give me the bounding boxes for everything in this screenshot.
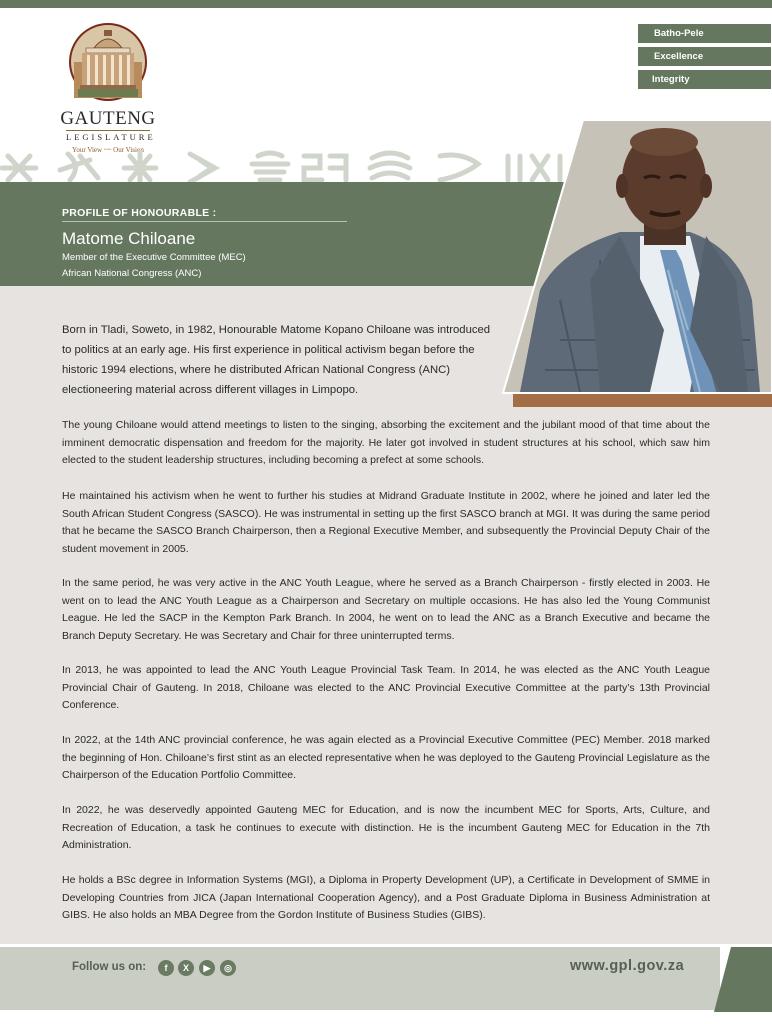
footer-band xyxy=(0,947,720,1010)
profile-divider xyxy=(62,221,347,222)
instagram-icon[interactable]: ◎ xyxy=(220,960,236,976)
paragraph-3: In the same period, he was very active in the ANC Youth League, where he served as a Branch Chairperson - firstly elected in 2003. He went on to lead the ANC Youth League as a Chairperson and Secretary on multiple occasions. He has also led the Young Communist League. He led the SACP in the Kempton Park Branch. In 2004, he went on to lead the ANC as a Branch Executive and became the Branch Deputy Secretary. He was Secretary and Chair for three uninterrupted terms. xyxy=(62,577,710,642)
profile-role: Member of the Executive Committee (MEC) xyxy=(62,252,246,263)
paragraph-6: In 2022, he was deservedly appointed Gauteng MEC for Education, and is now the incumbent MEC for Sports, Arts, Culture, and Recreation of Education, a task he continues to execute with distinction. He is the incumbent Gauteng MEC for Education in the 7th Administration. xyxy=(62,804,710,851)
gauteng-legislature-logo xyxy=(58,22,158,154)
facebook-icon[interactable]: f xyxy=(158,960,174,976)
website-link[interactable]: www.gpl.gov.za xyxy=(570,958,685,974)
logo-subtitle: LEGISLATURE xyxy=(66,132,156,142)
intro-paragraph: Born in Tladi, Soweto, in 1982, Honourable Matome Kopano Chiloane was introduced to politics at an early age. His first experience in political activism began before the historic 1994 elections, where he distributed African National Congress (ANC) electioneering material across different villages in Limpopo. xyxy=(62,324,491,396)
x-icon[interactable]: X xyxy=(178,960,194,976)
paragraph-2: He maintained his activism when he went to further his studies at Midrand Graduate Institute in 2002, where he joined and later led the South African Student Congress (SASCO). He was instrumental in setting up the first SASCO branch at MGI. It was during the same period that he became the SASCO Branch Chairperson, then a Regional Executive Member, and subsequently the Provincial Deputy Chair of the student movement in 2005. xyxy=(62,490,710,555)
value-batho-pele: Batho-Pele xyxy=(638,24,771,43)
legislature-building-icon xyxy=(68,22,148,102)
value-excellence: Excellence xyxy=(638,47,771,66)
paragraph-4: In 2013, he was appointed to lead the ANC Youth League Provincial Task Team. In 2014, he was elected as the ANC Youth League Provincial Chair of Gauteng. In 2018, Chiloane was elected to the ANC Provincial Executive Committee at the party’s 13th Provincial Conference. xyxy=(62,664,710,711)
paragraph-1: The young Chiloane would attend meetings to listen to the singing, absorbing the excitement and the jubilant mood of that time about the imminent democratic dispensation and freedom for the majority. He later got involved in student structures at his school, which saw him elected to the student leadership structures, including becoming a prefect at some schools. xyxy=(62,419,710,466)
value-integrity: Integrity xyxy=(638,70,771,89)
logo-tagline: Your View ~~ Our Vision xyxy=(72,146,144,154)
paragraph-5: In 2022, at the 14th ANC provincial conference, he was again elected as a Provincial Executive Committee (PEC) Member. 2018 marked the beginning of Hon. Chiloane’s first stint as an elected representative when he was deployed to the Gauteng Provincial Legislature as the Chairperson of the Education Portfolio Committee. xyxy=(62,734,710,781)
logo-name: GAUTENG xyxy=(60,108,156,129)
top-bar xyxy=(0,0,772,8)
profile-label: PROFILE OF HONOURABLE : xyxy=(62,207,217,219)
youtube-icon[interactable]: ▶ xyxy=(199,960,215,976)
paragraph-7: He holds a BSc degree in Information Systems (MGI), a Diploma in Property Development (UP), a Certificate in Development of SMME in Developing Countries from JICA (Japan International Cooperation Agency), and a Post Graduate Diploma in Business Administration at GIBS. He also holds an MBA Degree from the Gordon Institute of Business Studies (GIBS). xyxy=(62,874,710,921)
profile-party: African National Congress (ANC) xyxy=(62,268,202,279)
follow-us-label: Follow us on: xyxy=(72,961,147,973)
accent-bar xyxy=(513,393,772,407)
profile-name: Matome Chiloane xyxy=(62,229,196,248)
values-list xyxy=(638,24,771,93)
